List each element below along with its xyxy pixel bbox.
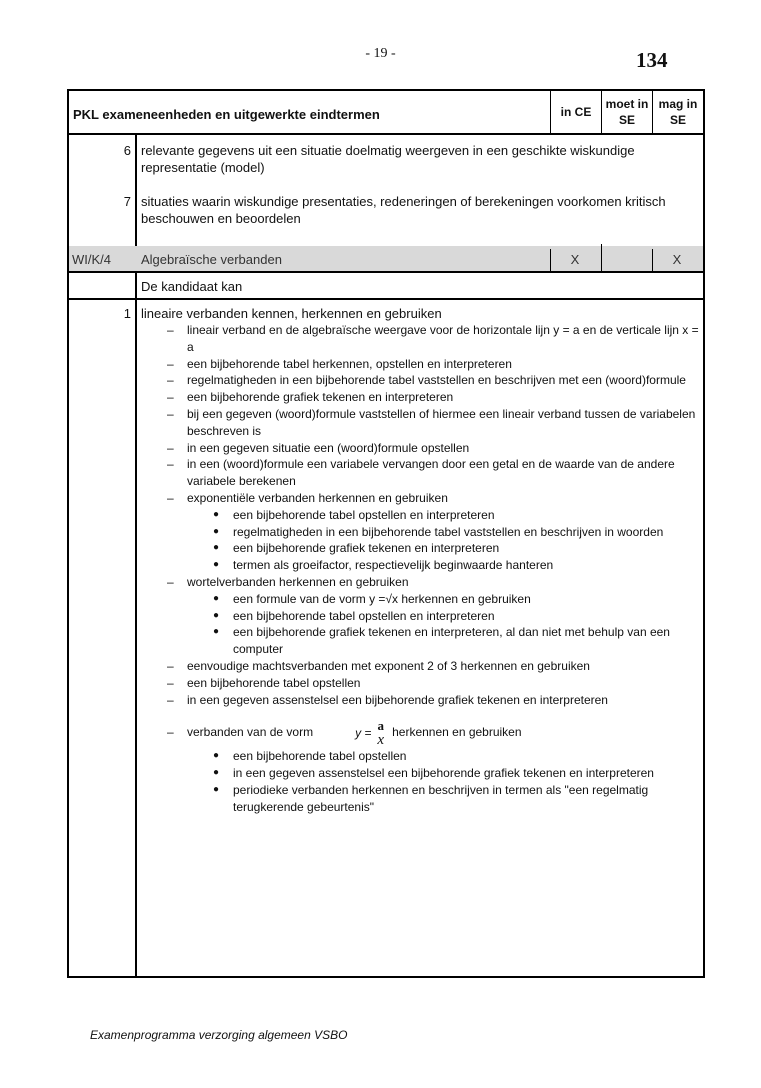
dash-icon: – — [167, 692, 174, 707]
dash-icon: – — [167, 323, 174, 337]
unit-row — [69, 246, 703, 273]
unit-label: Algebraïsche verbanden — [141, 252, 282, 267]
bullet-icon: ● — [213, 508, 220, 520]
dash-icon: – — [167, 675, 174, 690]
sub-item: ● een bijbehorende grafiek tekenen en interpreteren — [213, 541, 500, 556]
term-text: relevante gegevens uit een situatie doelmatig weergeven in een geschikte wiskundige representatie (model) — [141, 143, 635, 175]
term-title: lineaire verbanden kennen, herkennen en gebruiken — [141, 306, 442, 321]
list-item: – bij een gegeven (woord)formule vaststellen of hiermee een lineair verband tussen de variabelen beschreven is — [167, 406, 696, 438]
bullet-icon: ● — [213, 542, 220, 554]
dash-icon: – — [167, 490, 174, 505]
term-list — [141, 305, 701, 816]
sub-item: ● een formule van de vorm y =√x herkennen en gebruiken — [213, 591, 531, 606]
table-title: PKL exameneenheden en uitgewerkte eindtermen — [73, 107, 380, 122]
dash-icon: – — [167, 574, 174, 589]
dash-icon: – — [167, 373, 174, 388]
intro-row — [69, 273, 703, 300]
page-number: - 19 - — [365, 46, 396, 61]
list-item: – wortelverbanden herkennen en gebruiken — [167, 574, 409, 589]
bullet-icon: ● — [213, 750, 220, 762]
list-item: – een bijbehorende tabel opstellen — [167, 675, 361, 690]
sub-item: ● in een gegeven assenstelsel een bijbehorende grafiek tekenen en interpreteren — [213, 766, 654, 781]
dash-icon: – — [167, 440, 174, 455]
sub-item: ● termen als groeifactor, respectievelijk beginwaarde hanteren — [213, 558, 554, 573]
dash-icon: – — [167, 390, 174, 405]
table-header — [69, 91, 703, 135]
formula-lhs: y = — [355, 725, 372, 740]
bullet-icon: ● — [213, 626, 220, 638]
term-number: 1 — [123, 306, 131, 321]
bullet-icon: ● — [213, 767, 220, 779]
column-divider — [601, 244, 602, 271]
dash-icon: – — [167, 658, 174, 673]
list-item: – in een gegeven situatie een (woord)formule opstellen — [167, 440, 470, 455]
col-moet-in-se: moet in SE — [601, 91, 652, 133]
term-text: situaties waarin wiskundige presentaties, redeneringen of berekeningen voorkomen kritisch beschouwen en beoordelen — [141, 194, 666, 226]
col-in-ce: in CE — [550, 91, 601, 133]
term-number: 7 — [123, 194, 131, 209]
dash-icon: – — [167, 725, 174, 740]
sub-item: ● een bijbehorende tabel opstellen en interpreteren — [213, 507, 495, 522]
page-footer: Examenprogramma verzorging algemeen VSBO — [90, 1028, 348, 1042]
list-item: – in een gegeven assenstelsel een bijbehorende grafiek tekenen en interpreteren — [167, 692, 608, 707]
bullet-icon: ● — [213, 783, 220, 795]
list-item: – in een (woord)formule een variabele vervangen door een getal en de waarde van de andere variabele berekenen — [167, 457, 675, 489]
list-item: – eenvoudige machtsverbanden met exponent 2 of 3 herkennen en gebruiken — [167, 658, 590, 673]
sub-item: ● een bijbehorende tabel opstellen — [213, 749, 407, 764]
list-item: – exponentiële verbanden herkennen en gebruiken — [167, 490, 448, 505]
bullet-icon: ● — [213, 525, 220, 537]
list-item: – regelmatigheden in een bijbehorende tabel vaststellen en beschrijven met een (woord)formule — [167, 373, 686, 388]
sub-item: ● een bijbehorende grafiek tekenen en interpreteren, al dan niet met behulp van een computer — [213, 625, 670, 657]
mag-in-se-mark: X — [672, 252, 682, 267]
bullet-icon: ● — [213, 592, 220, 604]
unit-code: WI/K/4 — [72, 252, 112, 267]
fraction: a x — [377, 718, 385, 749]
dash-icon: – — [167, 406, 174, 421]
document-number: 134 — [636, 48, 668, 72]
intro-text: De kandidaat kan — [141, 279, 243, 294]
col-mag-in-se: mag in SE — [652, 91, 703, 133]
term-number: 6 — [123, 143, 131, 158]
bullet-icon: ● — [213, 559, 220, 571]
exam-table — [67, 89, 705, 978]
list-item: – een bijbehorende tabel herkennen, opstellen en interpreteren — [167, 356, 512, 371]
sub-item: ● een bijbehorende tabel opstellen en interpreteren — [213, 608, 495, 623]
dash-icon: – — [167, 457, 174, 472]
bullet-icon: ● — [213, 609, 220, 621]
sub-item: ● periodieke verbanden herkennen en beschrijven in termen als "een regelmatig terugkerende gebeurtenis" — [213, 782, 649, 814]
sub-item: ● regelmatigheden in een bijbehorende tabel vaststellen en beschrijven in woorden — [213, 524, 664, 539]
in-ce-mark: X — [570, 252, 580, 267]
list-item-fraction: – verbanden van de vorm y = a x herkennen en gebruiken — [167, 718, 522, 749]
list-item: – lineair verband en de algebraïsche weergave voor de horizontale lijn y = a en de verticale lijn x = a — [167, 323, 699, 354]
list-item: – een bijbehorende grafiek tekenen en interpreteren — [167, 390, 454, 405]
dash-icon: – — [167, 356, 174, 371]
